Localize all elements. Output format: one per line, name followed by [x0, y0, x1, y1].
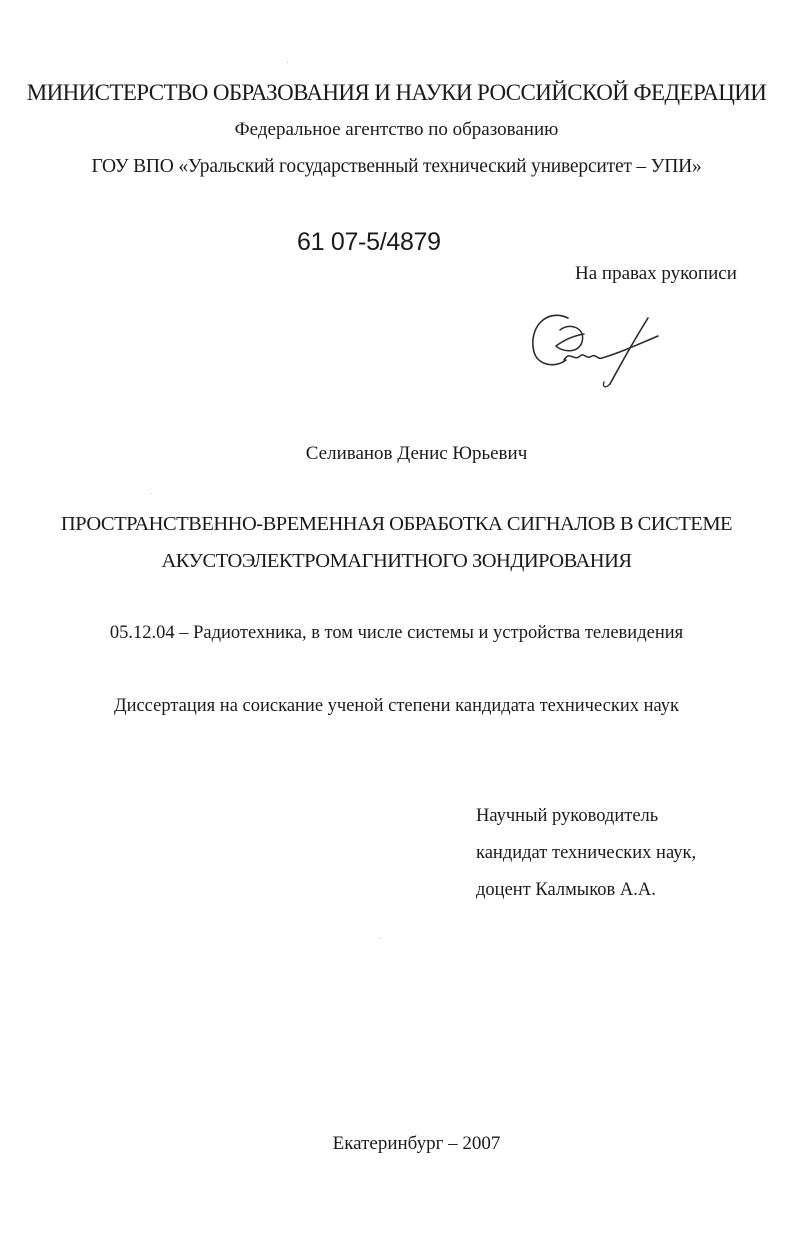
rights-note: На правах рукописи — [575, 263, 737, 284]
supervisor-name: доцент Калмыков А.А. — [476, 880, 656, 900]
specialty-code: 05.12.04 – Радиотехника, в том числе системы и устройства телевидения — [109, 623, 684, 643]
city-year: Екатеринбург – 2007 — [332, 1133, 501, 1154]
scan-speck — [380, 938, 381, 939]
handwritten-signature — [526, 300, 666, 395]
ministry-heading: МИНИСТЕРСТВО ОБРАЗОВАНИЯ И НАУКИ РОССИЙСКОЙ ФЕДЕРАЦИИ — [26, 80, 767, 105]
scan-speck — [287, 62, 288, 63]
supervisor-degree: кандидат технических наук, — [476, 843, 697, 863]
dissertation-title-line-1: ПРОСТРАНСТВЕННО-ВРЕМЕННАЯ ОБРАБОТКА СИГНАЛОВ В СИСТЕМЕ — [60, 513, 733, 535]
supervisor-role: Научный руководитель — [476, 806, 659, 826]
author-name: Селиванов Денис Юрьевич — [305, 443, 528, 464]
university-line: ГОУ ВПО «Уральский государственный технический университет – УПИ» — [91, 156, 702, 177]
dissertation-title-line-2: АКУСТОЭЛЕКТРОМАГНИТНОГО ЗОНДИРОВАНИЯ — [161, 550, 632, 572]
scan-speck — [150, 493, 151, 494]
catalog-number: 61 07-5/4879 — [297, 228, 441, 256]
degree-note: Диссертация на соискание ученой степени кандидата технических наук — [113, 696, 680, 716]
agency-line: Федеральное агентство по образованию — [234, 119, 559, 140]
